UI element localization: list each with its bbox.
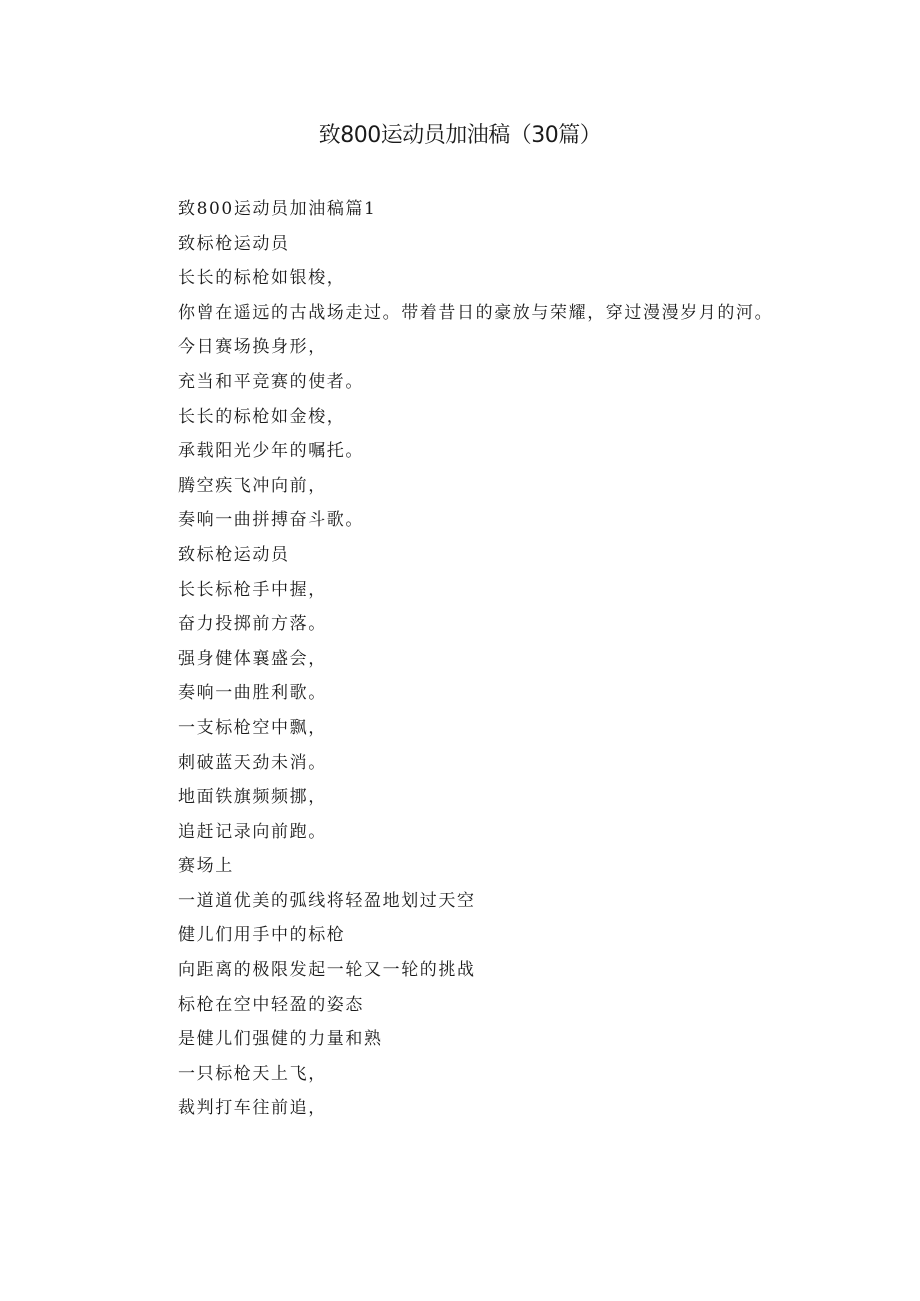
- paragraph-10: 奏响一曲拼搏奋斗歌。: [178, 510, 364, 531]
- paragraph-6: 充当和平竞赛的使者。: [178, 371, 364, 392]
- paragraph-27: 裁判打车往前追，: [178, 1098, 327, 1119]
- paragraph-3: 长长的标枪如银梭，: [178, 268, 346, 289]
- paragraph-7: 长长的标枪如金梭，: [178, 406, 346, 427]
- paragraph-16: 一支标枪空中飘，: [178, 717, 327, 738]
- paragraph-13: 奋力投掷前方落。: [178, 614, 327, 635]
- paragraph-21: 一道道优美的弧线将轻盈地划过天空: [178, 890, 476, 911]
- paragraph-15: 奏响一曲胜利歌。: [178, 683, 327, 704]
- paragraph-1: 致800运动员加油稿篇1: [178, 199, 377, 219]
- document-body: [138, 192, 788, 1126]
- paragraph-9: 腾空疾飞冲向前，: [178, 475, 327, 496]
- paragraph-25: 是健儿们强健的力量和熟: [178, 1029, 383, 1050]
- paragraph-2: 致标枪运动员: [178, 233, 290, 254]
- paragraph-4: 你曾在遥远的古战场走过。带着昔日的豪放与荣耀，穿过漫漫岁月的河。: [178, 302, 774, 323]
- document-title: 致800运动员加油稿（30篇）: [318, 123, 602, 148]
- paragraph-23: 向距离的极限发起一轮又一轮的挑战: [178, 960, 476, 981]
- paragraph-14: 强身健体襄盛会，: [178, 648, 327, 669]
- paragraph-20: 赛场上: [178, 856, 234, 877]
- paragraph-17: 刺破蓝天劲未消。: [178, 752, 327, 773]
- paragraph-18: 地面铁旗频频挪，: [178, 787, 327, 808]
- paragraph-8: 承载阳光少年的嘱托。: [178, 441, 364, 462]
- paragraph-19: 追赶记录向前跑。: [178, 821, 327, 842]
- paragraph-24: 标枪在空中轻盈的姿态: [178, 994, 364, 1015]
- paragraph-11: 致标枪运动员: [178, 544, 290, 565]
- paragraph-26: 一只标枪天上飞，: [178, 1063, 327, 1084]
- paragraph-22: 健儿们用手中的标枪: [178, 925, 346, 946]
- paragraph-12: 长长标枪手中握，: [178, 579, 327, 600]
- paragraph-5: 今日赛场换身形，: [178, 337, 327, 358]
